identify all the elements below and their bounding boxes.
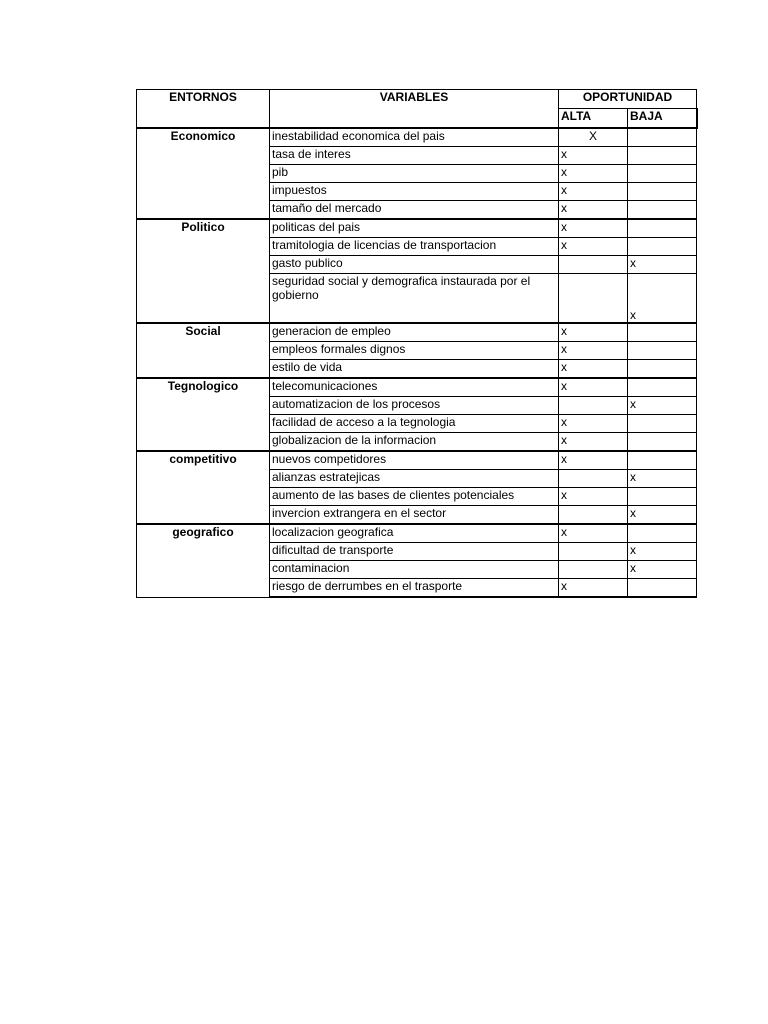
- variable-cell: localizacion geografica: [270, 524, 559, 543]
- header-alta: ALTA: [559, 109, 628, 129]
- baja-mark-cell: [628, 360, 697, 379]
- alta-mark-cell: X: [559, 128, 628, 147]
- alta-mark-cell: [559, 543, 628, 561]
- baja-mark-cell: [628, 488, 697, 506]
- baja-mark-cell: [628, 323, 697, 342]
- alta-mark-cell: [559, 470, 628, 488]
- baja-mark-cell: [628, 415, 697, 433]
- baja-mark-cell: [628, 147, 697, 165]
- alta-mark-cell: x: [559, 378, 628, 397]
- entorno-label: Economico: [137, 128, 270, 219]
- variable-cell: seguridad social y demografica instaurada por el gobierno: [270, 274, 559, 324]
- baja-mark-cell: [628, 579, 697, 598]
- alta-mark-cell: x: [559, 451, 628, 470]
- variable-cell: tasa de interes: [270, 147, 559, 165]
- baja-mark-cell: [628, 451, 697, 470]
- baja-mark-cell: x: [628, 274, 697, 324]
- opportunity-matrix-table: [136, 89, 698, 598]
- baja-mark-cell: [628, 128, 697, 147]
- alta-mark-cell: x: [559, 147, 628, 165]
- variable-cell: telecomunicaciones: [270, 378, 559, 397]
- alta-mark-cell: x: [559, 342, 628, 360]
- variable-cell: gasto publico: [270, 256, 559, 274]
- baja-mark-cell: x: [628, 506, 697, 525]
- entorno-label: Social: [137, 323, 270, 378]
- baja-mark-cell: [628, 183, 697, 201]
- variable-cell: inestabilidad economica del pais: [270, 128, 559, 147]
- variable-cell: aumento de las bases de clientes potenciales: [270, 488, 559, 506]
- variable-cell: generacion de empleo: [270, 323, 559, 342]
- alta-mark-cell: [559, 561, 628, 579]
- header-row-1: [137, 90, 697, 109]
- entorno-label: Politico: [137, 219, 270, 323]
- variable-cell: riesgo de derrumbes en el trasporte: [270, 579, 559, 598]
- alta-mark-cell: x: [559, 433, 628, 452]
- table-row: [137, 128, 697, 147]
- baja-mark-cell: [628, 165, 697, 183]
- baja-mark-cell: x: [628, 543, 697, 561]
- alta-mark-cell: [559, 256, 628, 274]
- alta-mark-cell: x: [559, 201, 628, 220]
- baja-mark-cell: x: [628, 470, 697, 488]
- alta-mark-cell: x: [559, 165, 628, 183]
- variable-cell: contaminacion: [270, 561, 559, 579]
- variable-cell: tamaño del mercado: [270, 201, 559, 220]
- variable-cell: impuestos: [270, 183, 559, 201]
- variable-cell: empleos formales dignos: [270, 342, 559, 360]
- alta-mark-cell: x: [559, 238, 628, 256]
- header-baja: BAJA: [628, 109, 697, 129]
- alta-mark-cell: x: [559, 360, 628, 379]
- header-variables: VARIABLES: [270, 90, 559, 129]
- table-row: [137, 524, 697, 543]
- variable-cell: dificultad de transporte: [270, 543, 559, 561]
- variable-cell: estilo de vida: [270, 360, 559, 379]
- alta-mark-cell: x: [559, 219, 628, 238]
- table-row: [137, 219, 697, 238]
- alta-mark-cell: x: [559, 488, 628, 506]
- variable-cell: facilidad de acceso a la tegnologia: [270, 415, 559, 433]
- entorno-label: Tegnologico: [137, 378, 270, 451]
- alta-mark-cell: [559, 397, 628, 415]
- baja-mark-cell: x: [628, 397, 697, 415]
- baja-mark-cell: [628, 342, 697, 360]
- header-oportunidad: OPORTUNIDAD: [559, 90, 697, 109]
- matrix-body: [137, 128, 697, 597]
- table-row: [137, 323, 697, 342]
- variable-cell: automatizacion de los procesos: [270, 397, 559, 415]
- baja-mark-cell: x: [628, 561, 697, 579]
- variable-cell: globalizacion de la informacion: [270, 433, 559, 452]
- baja-mark-cell: [628, 524, 697, 543]
- table-row: [137, 451, 697, 470]
- entorno-label: geografico: [137, 524, 270, 597]
- baja-mark-cell: [628, 219, 697, 238]
- alta-mark-cell: x: [559, 323, 628, 342]
- alta-mark-cell: x: [559, 415, 628, 433]
- baja-mark-cell: [628, 378, 697, 397]
- alta-mark-cell: [559, 506, 628, 525]
- entorno-label: competitivo: [137, 451, 270, 524]
- alta-mark-cell: x: [559, 183, 628, 201]
- alta-mark-cell: [559, 274, 628, 324]
- baja-mark-cell: [628, 201, 697, 220]
- baja-mark-cell: [628, 238, 697, 256]
- baja-mark-cell: x: [628, 256, 697, 274]
- baja-mark-cell: [628, 433, 697, 452]
- variable-cell: pib: [270, 165, 559, 183]
- variable-cell: politicas del pais: [270, 219, 559, 238]
- variable-cell: alianzas estratejicas: [270, 470, 559, 488]
- header-entornos: ENTORNOS: [137, 90, 270, 129]
- alta-mark-cell: x: [559, 579, 628, 598]
- table-row: [137, 378, 697, 397]
- variable-cell: nuevos competidores: [270, 451, 559, 470]
- alta-mark-cell: x: [559, 524, 628, 543]
- variable-cell: tramitologia de licencias de transportacion: [270, 238, 559, 256]
- variable-cell: invercion extrangera en el sector: [270, 506, 559, 525]
